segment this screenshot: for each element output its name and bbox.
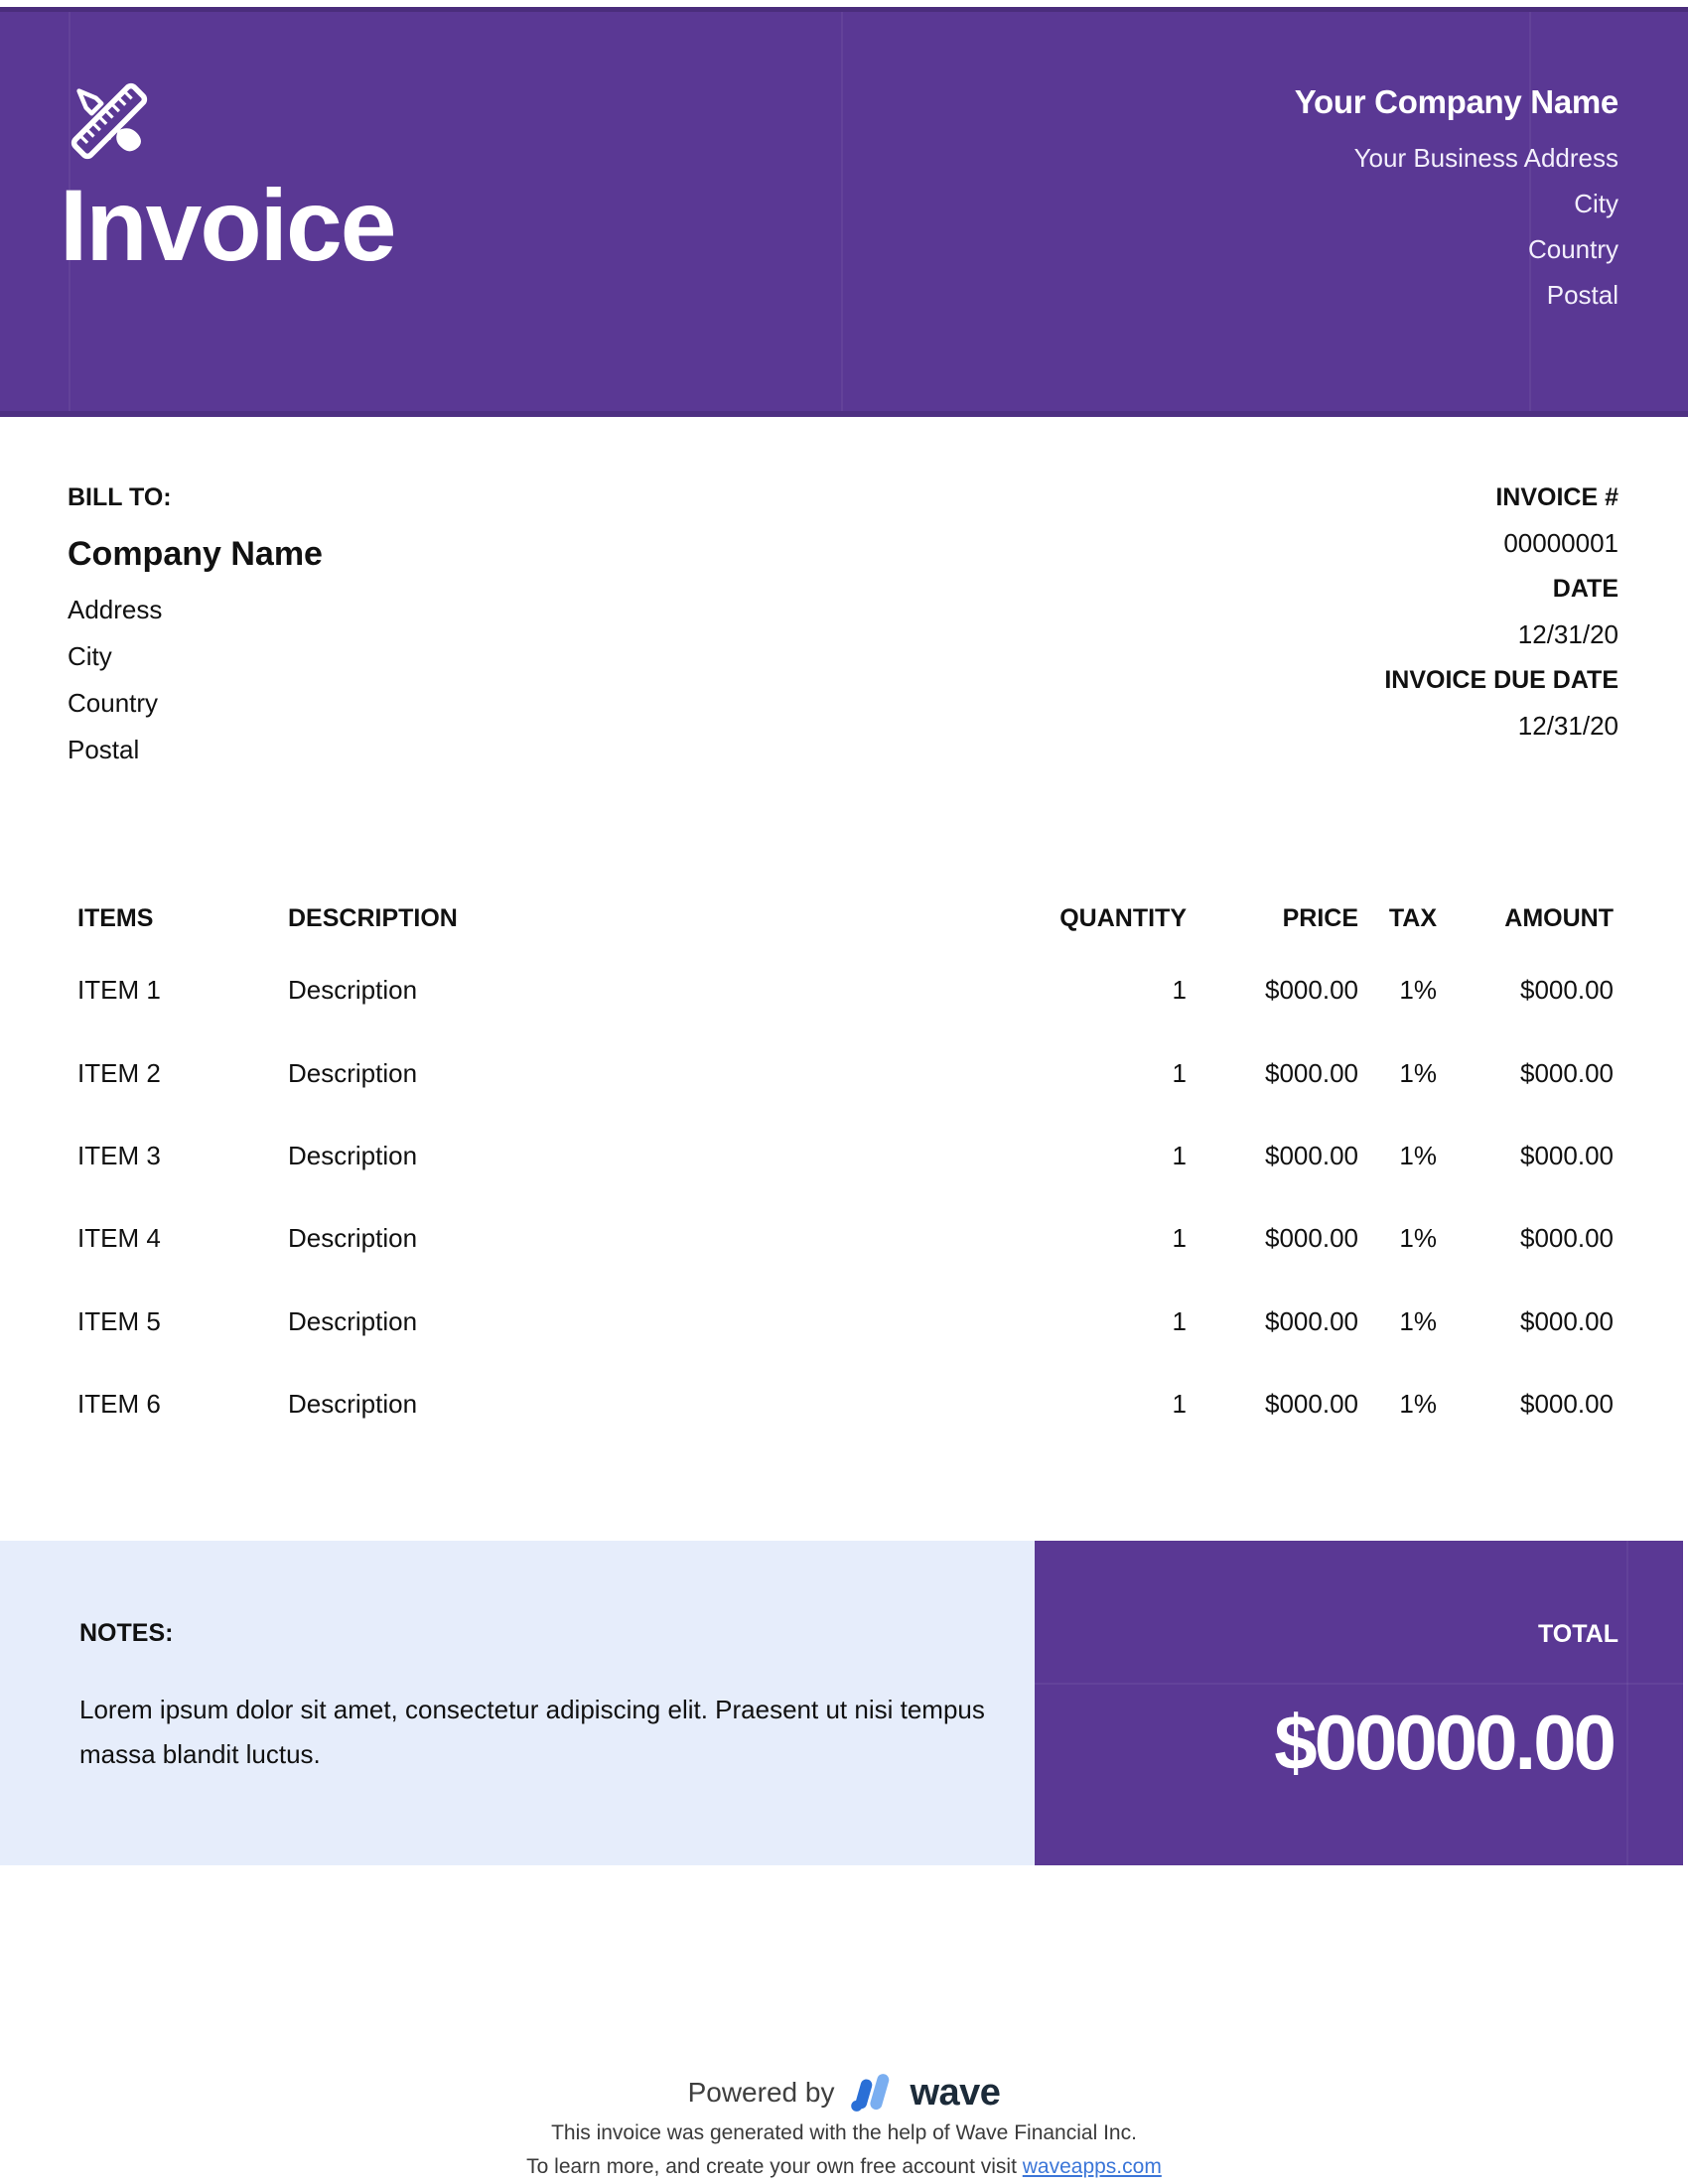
company-address-line: Postal [1546,280,1618,310]
tax-cell: 1% [1399,1389,1437,1420]
bill-to-address-line: City [68,641,112,671]
item-cell: ITEM 3 [77,1140,161,1170]
invoice-due-date-value: 12/31/20 [1517,711,1618,741]
page-title: Invoice [60,169,395,282]
table-row [77,1115,1614,1197]
description-cell: Description [288,975,418,1006]
price-cell: $000.00 [1265,1140,1358,1170]
description-cell: Description [288,1305,418,1336]
bill-to-address-line: Postal [68,735,140,764]
table-row [77,1363,1614,1445]
price-cell: $000.00 [1265,1305,1358,1336]
quantity-cell: 1 [1172,975,1187,1006]
invoice-date-label: DATE [1552,575,1618,603]
description-cell: Description [288,1057,418,1088]
powered-by-row [0,2065,1688,2120]
quantity-cell: 1 [1172,1223,1187,1254]
invoice-date-value: 12/31/20 [1517,619,1618,649]
notes-label: NOTES: [79,1619,174,1647]
footer-cta: To learn more, and create your own free account visit waveapps.com [526,2155,1162,2178]
table-row [77,1031,1614,1114]
quantity-cell: 1 [1172,1305,1187,1336]
col-header-quantity: QUANTITY [1059,903,1187,932]
bill-to-address-line: Address [68,595,163,624]
amount-cell: $000.00 [1520,1223,1614,1254]
header-banner [0,7,1688,417]
invoice-due-date-label: INVOICE DUE DATE [1384,666,1618,694]
quantity-cell: 1 [1172,1389,1187,1420]
total-label: TOTAL [1537,1620,1618,1648]
total-panel-divider [1035,1683,1683,1685]
description-cell: Description [288,1389,418,1420]
tax-cell: 1% [1399,975,1437,1006]
table-row [77,949,1614,1031]
tax-cell: 1% [1399,1057,1437,1088]
total-panel-divider [1626,1541,1628,1865]
invoice-meta-section [1384,475,1618,749]
bill-to-address-line: Country [68,688,159,718]
header-divider [841,12,843,411]
item-cell: ITEM 2 [77,1057,161,1088]
amount-cell: $000.00 [1520,1389,1614,1420]
col-header-amount: AMOUNT [1504,903,1614,932]
company-address-line: Your Business Address [1353,143,1618,173]
item-cell: ITEM 5 [77,1305,161,1336]
total-amount: $00000.00 [1274,1699,1614,1786]
company-address-line: City [1574,189,1618,218]
tax-cell: 1% [1399,1140,1437,1170]
amount-cell: $000.00 [1520,975,1614,1006]
items-table-body [77,949,1614,1445]
company-name: Your Company Name [1294,83,1618,120]
summary-band [0,1541,1688,1865]
price-cell: $000.00 [1265,1057,1358,1088]
price-cell: $000.00 [1265,1223,1358,1254]
wave-wordmark: wave [910,2071,1001,2114]
invoice-number-value: 00000001 [1503,528,1618,558]
waveapps-link[interactable]: waveapps.com [1022,2155,1162,2178]
quantity-cell: 1 [1172,1057,1187,1088]
company-address-line: Country [1527,234,1618,264]
item-cell: ITEM 1 [77,975,161,1006]
table-row [77,1281,1614,1363]
description-cell: Description [288,1140,418,1170]
amount-cell: $000.00 [1520,1305,1614,1336]
description-cell: Description [288,1223,418,1254]
notes-panel [0,1541,1035,1865]
col-header-items: ITEMS [77,903,154,932]
price-cell: $000.00 [1265,1389,1358,1420]
bill-to-company-name: Company Name [68,535,323,573]
bill-to-section [68,482,323,773]
total-panel [1035,1541,1683,1865]
amount-cell: $000.00 [1520,1140,1614,1170]
notes-text: Lorem ipsum dolor sit amet, consectetur adipiscing elit. Praesent ut nisi tempus massa blandit luctus. [79,1695,985,1769]
quantity-cell: 1 [1172,1140,1187,1170]
col-header-tax: TAX [1388,903,1437,932]
table-row [77,1197,1614,1280]
item-cell: ITEM 6 [77,1389,161,1420]
footer-disclaimer: This invoice was generated with the help of Wave Financial Inc. [551,2121,1137,2144]
powered-by-text: Powered by [687,2077,835,2108]
amount-cell: $000.00 [1520,1057,1614,1088]
tax-cell: 1% [1399,1305,1437,1336]
tax-cell: 1% [1399,1223,1437,1254]
col-header-description: DESCRIPTION [288,903,458,932]
company-info [864,81,1618,318]
invoice-number-label: INVOICE # [1495,483,1618,511]
bill-to-label: BILL TO: [68,483,172,511]
item-cell: ITEM 4 [77,1223,161,1254]
items-table-header [77,898,1614,938]
price-cell: $000.00 [1265,975,1358,1006]
wave-logo-icon [848,2072,896,2114]
col-header-price: PRICE [1282,903,1358,932]
ruler-brush-icon [62,73,157,169]
